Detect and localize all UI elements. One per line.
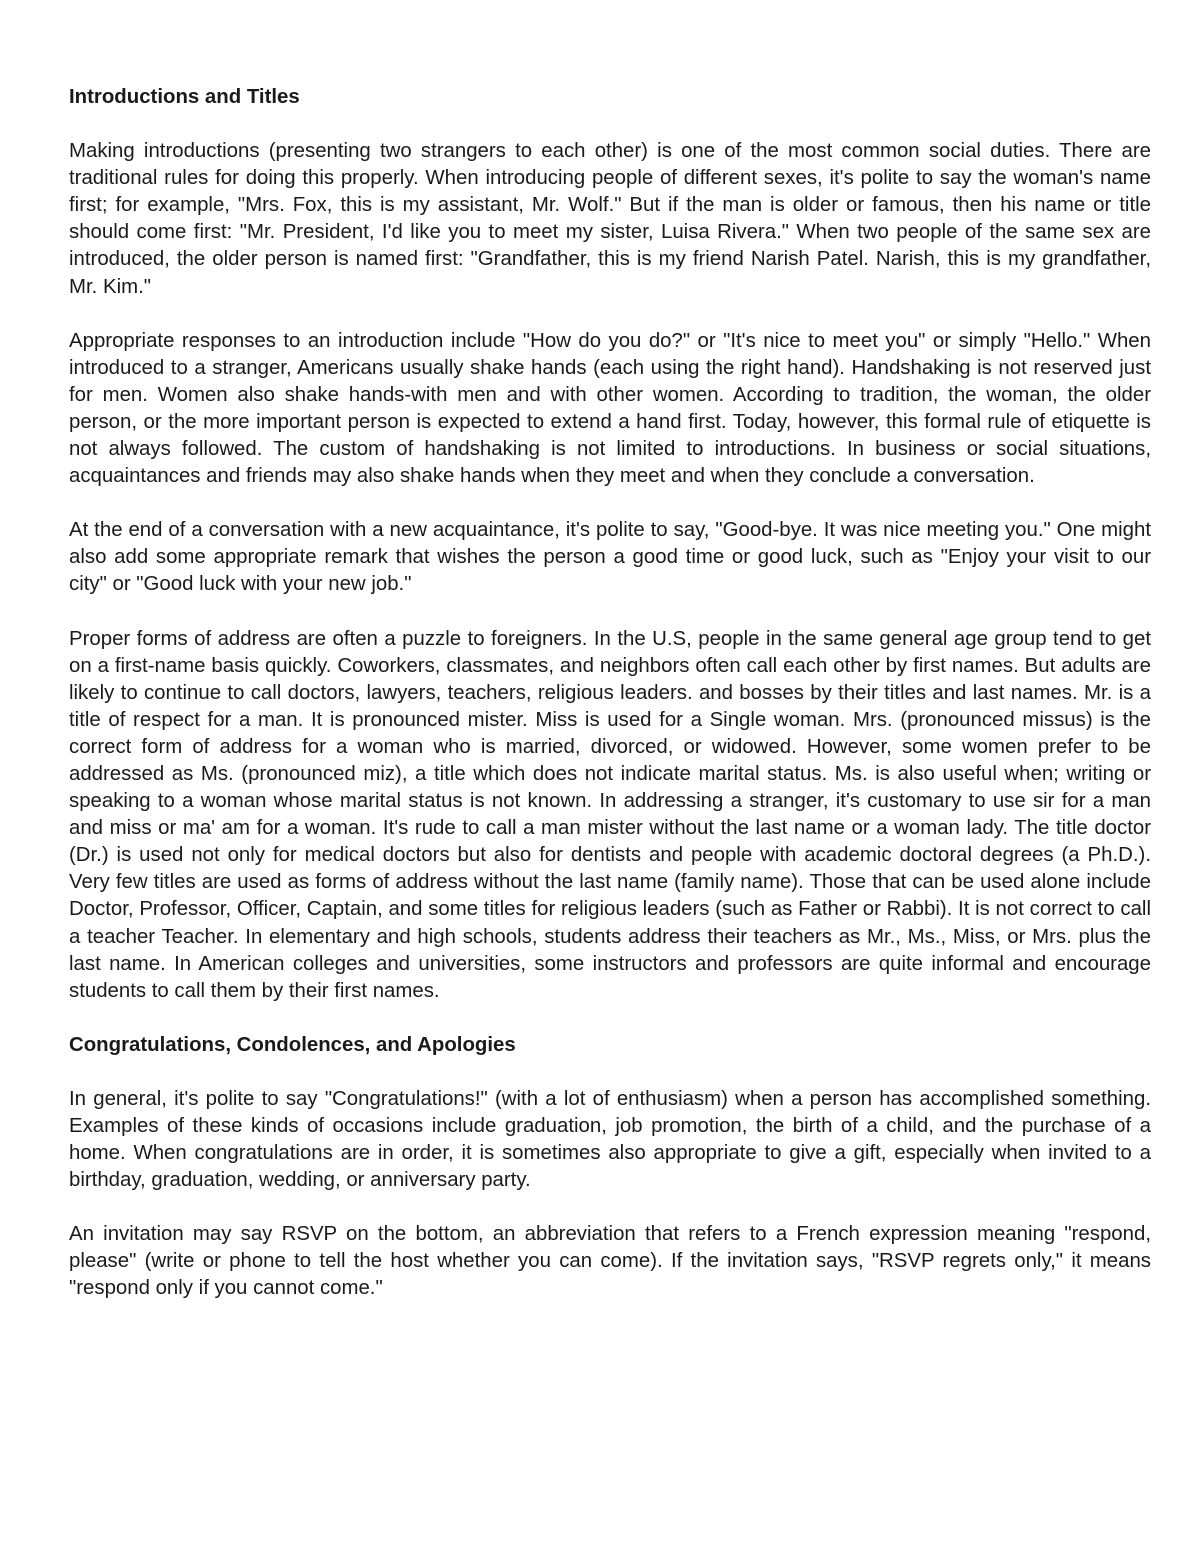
section-heading-congratulations: Congratulations, Condolences, and Apologies bbox=[69, 1033, 516, 1056]
paragraph-making-introductions: Making introductions (presenting two strangers to each other) is one of the most common social duties. There are traditional rules for doing this properly. When introducing people of different sexes, it's polite to say the woman's name first; for example, "Mrs. Fox, this is my assistant, Mr. Wolf." But if the man is older or famous, then his name or title should come first: "Mr. President, I'd like you to meet my sister, Luisa Rivera." When two people of the same sex are introduced, the older person is named first: "Grandfather, this is my friend Narish Patel. Narish, this is my grandfather, Mr. Kim." bbox=[69, 140, 1151, 298]
paragraph-rsvp: An invitation may say RSVP on the bottom, an abbreviation that refers to a French expression meaning "respond, please" (write or phone to tell the host whether you can come). If the invitation says, "RSVP regrets only," it means "respond only if you cannot come." bbox=[69, 1223, 1151, 1300]
paragraph-end-of-conversation: At the end of a conversation with a new acquaintance, it's polite to say, "Good-bye. It was nice meeting you." One might also add some appropriate remark that wishes the person a good time or good luck, such as "Enjoy your visit to our city" or "Good luck with your new job." bbox=[69, 519, 1151, 596]
section-heading-introductions: Introductions and Titles bbox=[69, 86, 300, 108]
paragraph-forms-of-address: Proper forms of address are often a puzzle to foreigners. In the U.S, people in the same general age group tend to get on a first-name basis quickly. Coworkers, classmates, and neighbors often call each other by first names. But adults are likely to continue to call doctors, lawyers, teachers, religious leaders. and bosses by their titles and last names. Mr. is a title of respect for a man. It is pronounced mister. Miss is used for a Single woman. Mrs. (pronounced missus) is the correct form of address for a woman who is married, divorced, or widowed. However, some women prefer to be addressed as Ms. (pronounced miz), a title which does not indicate marital status. Ms. is also useful when; writing or speaking to a woman whose marital status is not known. In addressing a stranger, it's customary to use sir for a man and miss or ma' am for a woman. It's rude to call a man mister without the last name or a woman lady. The title doctor (Dr.) is used not only for medical doctors but also for dentists and people with academic doctoral degrees (a Ph.D.). Very few titles are used as forms of address without the last name (family name). Those that can be used alone include Doctor, Professor, Officer, Captain, and some titles for religious leaders (such as Father or Rabbi). It is not correct to call a teacher Teacher. In elementary and high schools, students address their teachers as Mr., Ms., Miss, or Mrs. plus the last name. In American colleges and universities, some instructors and professors are quite informal and encourage students to call them by their first names. bbox=[69, 627, 1151, 1002]
paragraph-congratulations: In general, it's polite to say "Congratulations!" (with a lot of enthusiasm) when a person has accomplished something. Examples of these kinds of occasions include graduation, job promotion, the birth of a child, and the purchase of a home. When congratulations are in order, it is sometimes also appropriate to give a gift, especially when invited to a birthday, graduation, wedding, or anniversary party. bbox=[69, 1087, 1151, 1192]
document-page bbox=[69, 84, 1151, 1330]
paragraph-appropriate-responses: Appropriate responses to an introduction include "How do you do?" or "It's nice to meet you" or simply "Hello." When introduced to a stranger, Americans usually shake hands (each using the right hand). Handshaking is not reserved just for men. Women also shake hands-with men and with other women. According to tradition, the woman, the older person, or the more important person is expected to extend a hand first. Today, however, this formal rule of etiquette is not always followed. The custom of handshaking is not limited to introductions. In business or social situations, acquaintances and friends may also shake hands when they meet and when they conclude a conversation. bbox=[69, 329, 1151, 488]
